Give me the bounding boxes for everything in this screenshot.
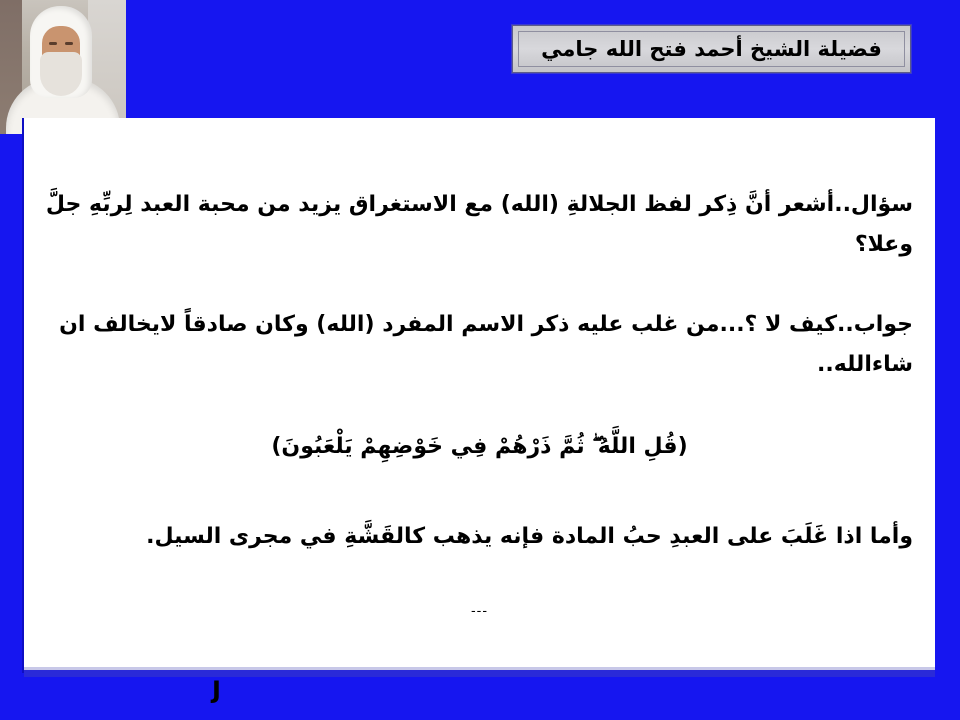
closing-text: وأما اذا غَلَبَ على العبدِ حبُ المادة فإنه يذهب كالقَشَّةِ في مجرى السيل.	[146, 524, 913, 549]
quran-verse: (قُلِ اللَّهُ ۖ ثُمَّ ذَرْهُمْ فِي خَوْضِهِمْ يَلْعَبُونَ)	[271, 434, 688, 459]
page-title: فضيلة الشيخ أحمد فتح الله جامي	[541, 37, 882, 61]
card-bottom-accent	[24, 670, 935, 677]
separator-dashes: ---	[470, 604, 489, 619]
portrait-eye-right	[65, 42, 73, 45]
portrait-eye-left	[49, 42, 57, 45]
footer-mark: J	[212, 676, 221, 704]
question-text: سؤال..أشعر أنَّ ذِكر لفظ الجلالةِ (الله) مع الاستغراق يزيد من محبة العبد لِربِّهِ جلَّ وعلا؟	[45, 192, 913, 257]
title-box	[512, 25, 911, 73]
content-card	[24, 118, 935, 670]
portrait-beard	[40, 52, 82, 96]
answer-text: جواب..كيف لا ؟...من غلب عليه ذكر الاسم المفرد (الله) وكان صادقاً لايخالف ان شاءالله..	[59, 312, 913, 377]
sheikh-portrait	[0, 0, 126, 134]
